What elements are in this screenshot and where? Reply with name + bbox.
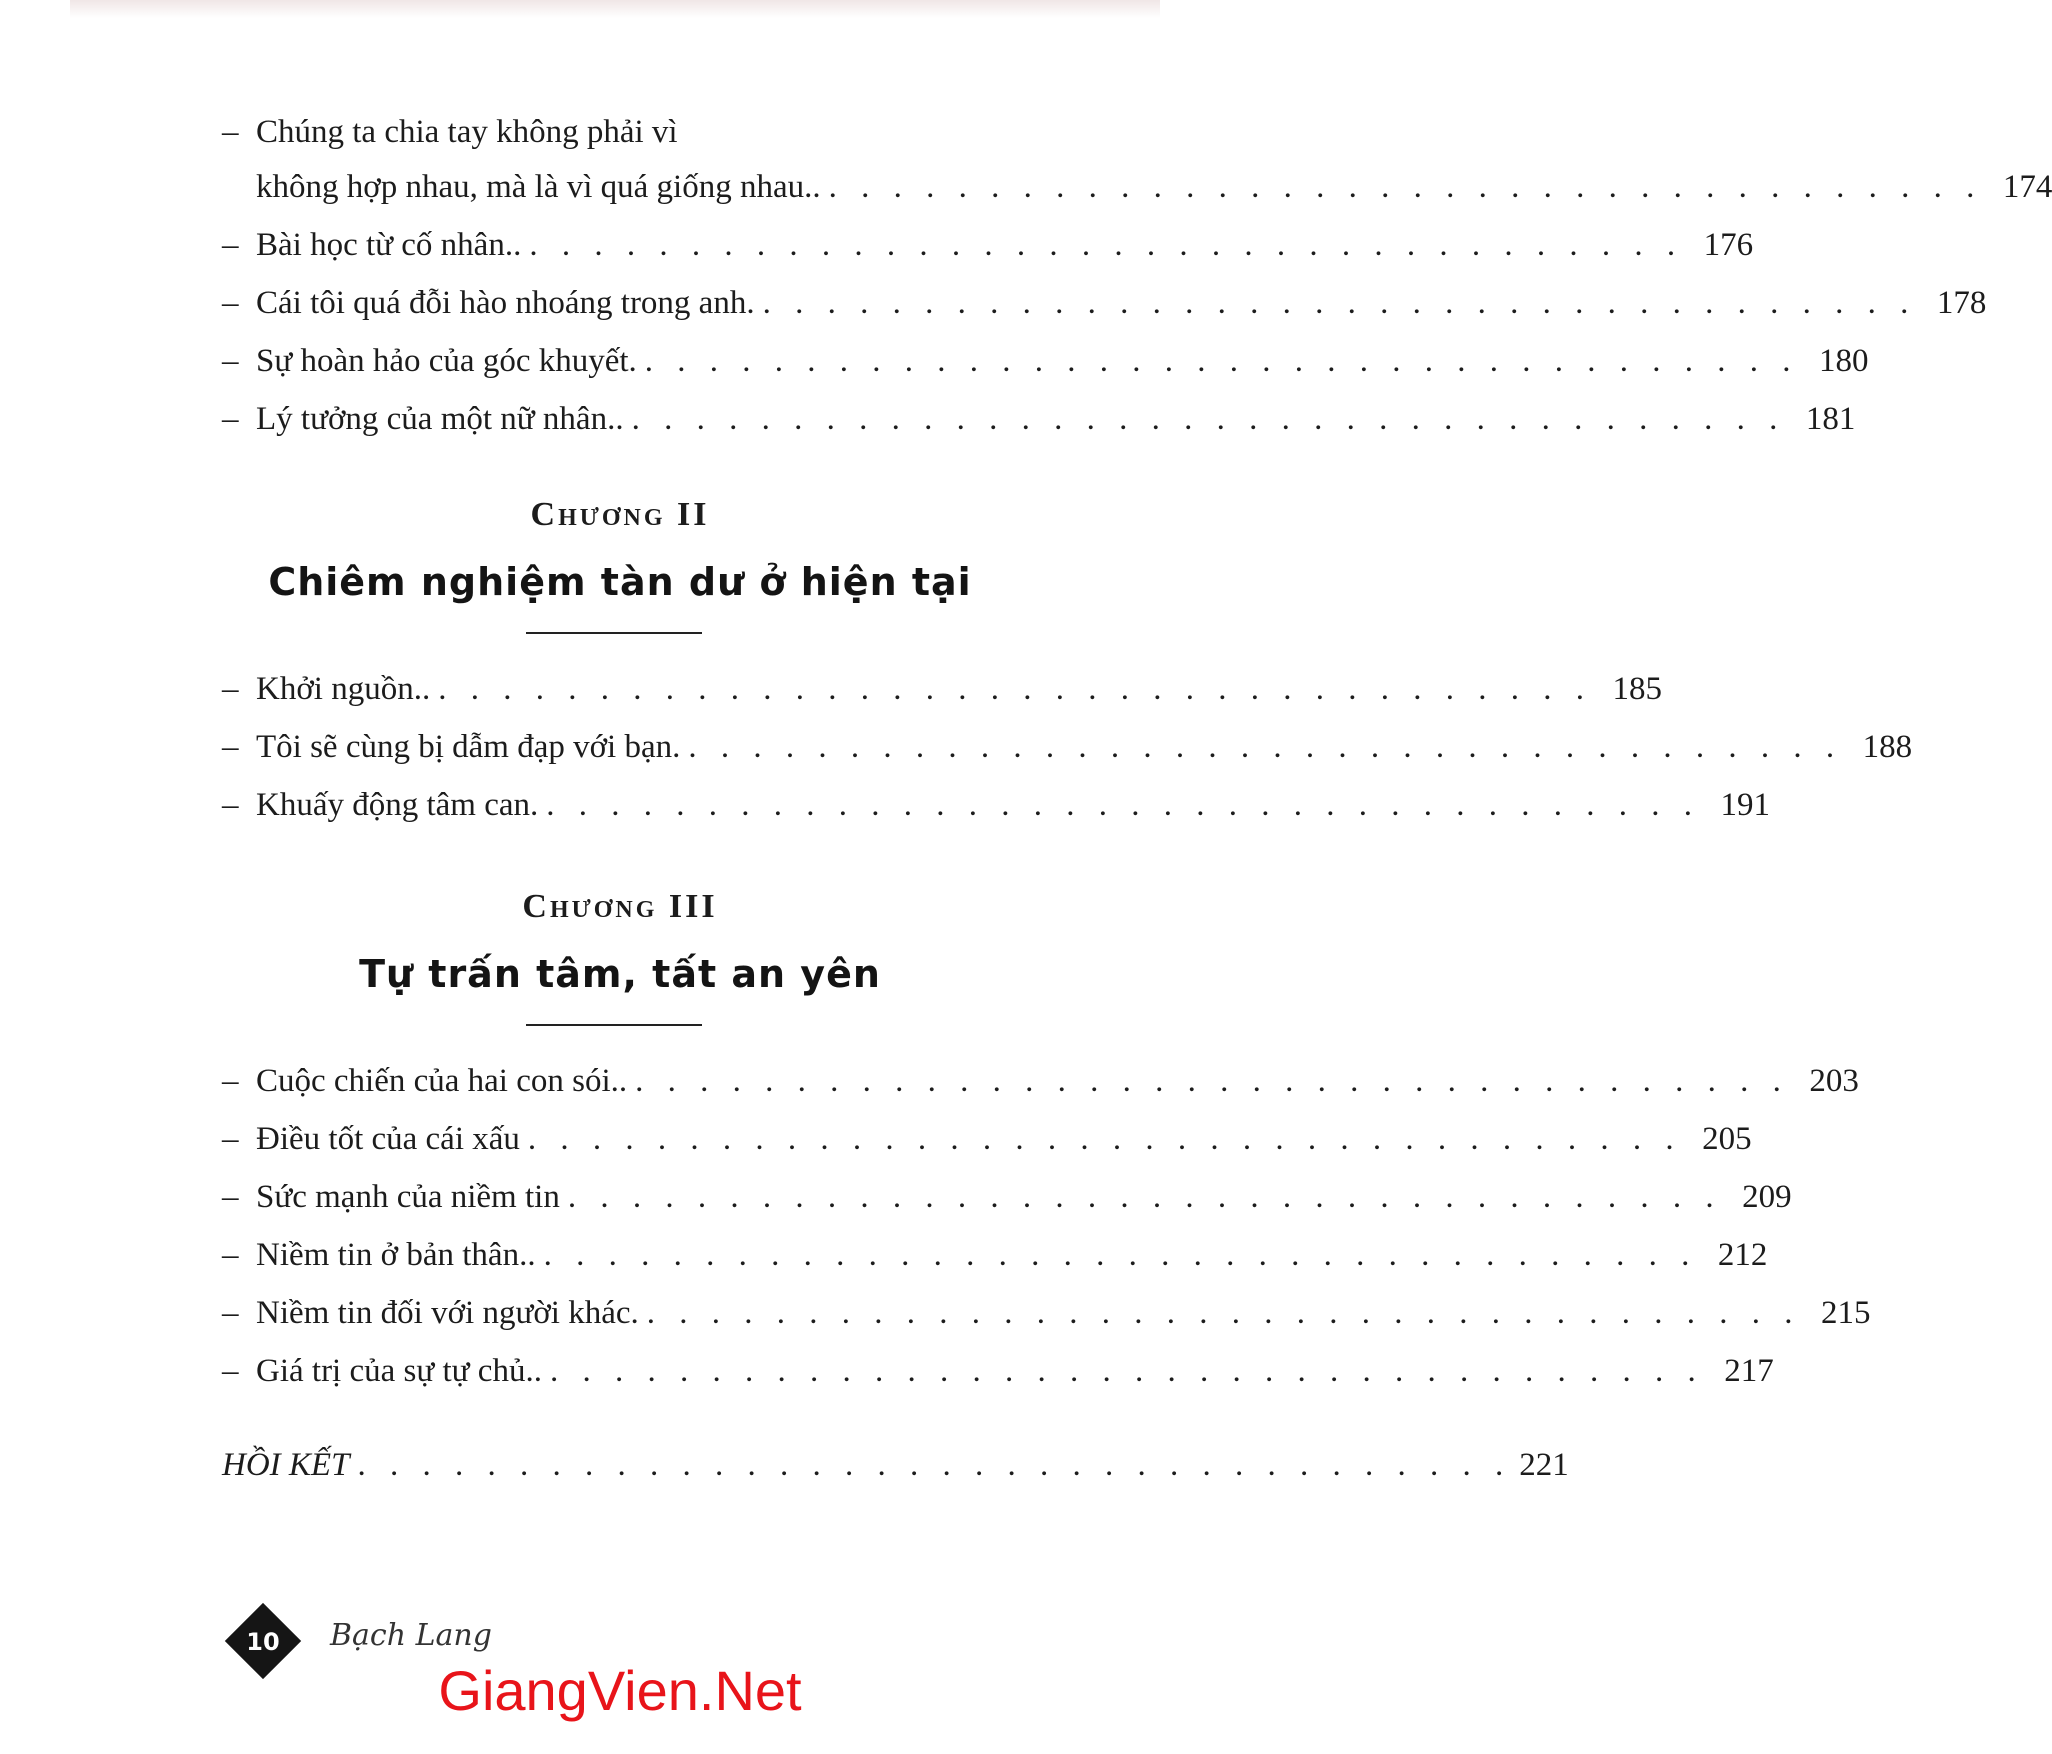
toc-entry [222,1110,1752,1168]
toc-entry [222,332,1869,390]
chapter-3-rule [526,1024,702,1026]
entry-dash: – [222,227,239,263]
dot-leader: . . . . . . . . . . . . . . . . . . . . . . . . . . . . . . . . . . . . [644,343,1799,379]
dot-leader: . . . . . . . . . . . . . . . . . . . . . . . . . . . . . . . . . . . . [527,1121,1682,1157]
entry-page: 188 [1862,729,1913,765]
toc-entry [222,660,1662,718]
dot-leader: . . . . . . . . . . . . . . . . . . . . . . . . . . . . . . . . . . . . [357,1447,1512,1483]
toc-entry [222,776,1771,834]
entry-dash: – [222,1121,239,1157]
entry-title: Niềm tin đối với người khác. [256,1295,639,1331]
toc-entry [222,1342,1774,1400]
entry-page: 217 [1724,1353,1774,1389]
entry-title: Cái tôi quá đỗi hào nhoáng trong anh. [256,285,755,321]
entry-dash: – [222,1295,239,1331]
entry-dash: – [222,671,239,707]
entry-dash: – [222,1063,239,1099]
closing-page: 221 [1519,1447,1569,1483]
entry-page: 209 [1742,1179,1792,1215]
page-number: 10 [246,1628,280,1656]
entry-page: 185 [1612,671,1662,707]
page-top-edge [70,0,1160,18]
entry-title: Khởi nguồn.. [256,671,431,707]
entry-dash: – [222,343,239,379]
entry-dash: – [222,1237,239,1273]
dot-leader: . . . . . . . . . . . . . . . . . . . . . . . . . . . . . . . . . . . . [567,1179,1722,1215]
entry-title-cont: không hợp nhau, mà là vì quá giống nhau.. [256,169,821,205]
footer-author: Bạch Lang [330,1618,492,1653]
toc-section-1 [222,106,2052,448]
entry-page: 181 [1805,401,1856,437]
chapter-3-title: Tự trấn tâm, tất an yên [359,952,881,996]
chapter-2-rule [526,632,702,634]
entry-title: Chúng ta chia tay không phải vì [256,114,678,150]
closing-title: HỒI KẾT [222,1447,350,1483]
dot-leader: . . . . . . . . . . . . . . . . . . . . . . . . . . . . . . . . . . . . [688,729,1843,765]
dot-leader: . . . . . . . . . . . . . . . . . . . . . . . . . . . . . . . . . . . . [631,401,1786,437]
dot-leader: . . . . . . . . . . . . . . . . . . . . . . . . . . . . . . . . . . . . [828,169,1983,205]
dot-leader: . . . . . . . . . . . . . . . . . . . . . . . . . . . . . . . . . . . . [646,1295,1801,1331]
entry-dash: – [222,285,239,321]
chapter-2-label: Chương II [530,496,710,533]
entry-page: 180 [1819,343,1869,379]
entry-page: 176 [1703,227,1754,263]
toc-entry [222,390,1856,448]
entry-title: Khuấy động tâm can. [256,787,539,823]
toc-entry [222,1226,1768,1284]
entry-dash: – [222,114,239,150]
entry-title: Điều tốt của cái xấu [256,1121,520,1157]
dot-leader: . . . . . . . . . . . . . . . . . . . . . . . . . . . . . . . . . . . . [438,671,1592,707]
entry-title: Cuộc chiến của hai con sói.. [256,1063,628,1099]
entry-page: 215 [1821,1295,1871,1331]
entry-dash: – [222,787,239,823]
entry-dash: – [222,729,239,765]
chapter-3-label: Chương III [522,888,718,925]
toc-entry [222,1052,1859,1110]
entry-title: Tôi sẽ cùng bị dẫm đạp với bạn. [256,729,681,765]
dot-leader: . . . . . . . . . . . . . . . . . . . . . . . . . . . . . . . . . . . . [549,1353,1704,1389]
entry-title: Sức mạnh của niềm tin [256,1179,560,1215]
dot-leader: . . . . . . . . . . . . . . . . . . . . . . . . . . . . . . . . . . . . [529,227,1684,263]
toc-entry [222,274,1987,332]
dot-leader: . . . . . . . . . . . . . . . . . . . . . . . . . . . . . . . . . . . . [546,787,1701,823]
dot-leader: . . . . . . . . . . . . . . . . . . . . . . . . . . . . . . . . . . . . [635,1063,1789,1099]
entry-page: 178 [1936,285,1987,321]
toc-chapter-2 [222,660,1913,834]
entry-title: Lý tưởng của một nữ nhân.. [256,401,624,437]
toc-entry [222,718,1913,776]
chapter-2-title: Chiêm nghiệm tàn dư ở hiện tại [268,560,972,604]
entry-page: 174 [2002,169,2052,205]
toc-entry [222,1168,1792,1226]
entry-dash: – [222,401,239,437]
entry-dash: – [222,1353,239,1389]
watermark: GiangVien.Net [438,1659,802,1722]
toc-chapter-3 [222,1052,1871,1400]
entry-page: 191 [1720,787,1771,823]
entry-title: Sự hoàn hảo của góc khuyết. [256,343,637,379]
dot-leader: . . . . . . . . . . . . . . . . . . . . . . . . . . . . . . . . . . . . [543,1237,1698,1273]
toc-entry [222,216,1754,274]
dot-leader: . . . . . . . . . . . . . . . . . . . . . . . . . . . . . . . . . . . . [762,285,1917,321]
entry-page: 205 [1702,1121,1752,1157]
toc-entry [222,106,2052,216]
entry-title: Bài học từ cố nhân.. [256,227,522,263]
entry-page: 212 [1717,1237,1768,1273]
entry-title: Giá trị của sự tự chủ.. [256,1353,542,1389]
entry-title: Niềm tin ở bản thân.. [256,1237,536,1273]
entry-page: 203 [1809,1063,1859,1099]
toc-entry [222,1284,1871,1342]
toc-closing-entry [222,1436,1569,1494]
entry-dash: – [222,1179,239,1215]
